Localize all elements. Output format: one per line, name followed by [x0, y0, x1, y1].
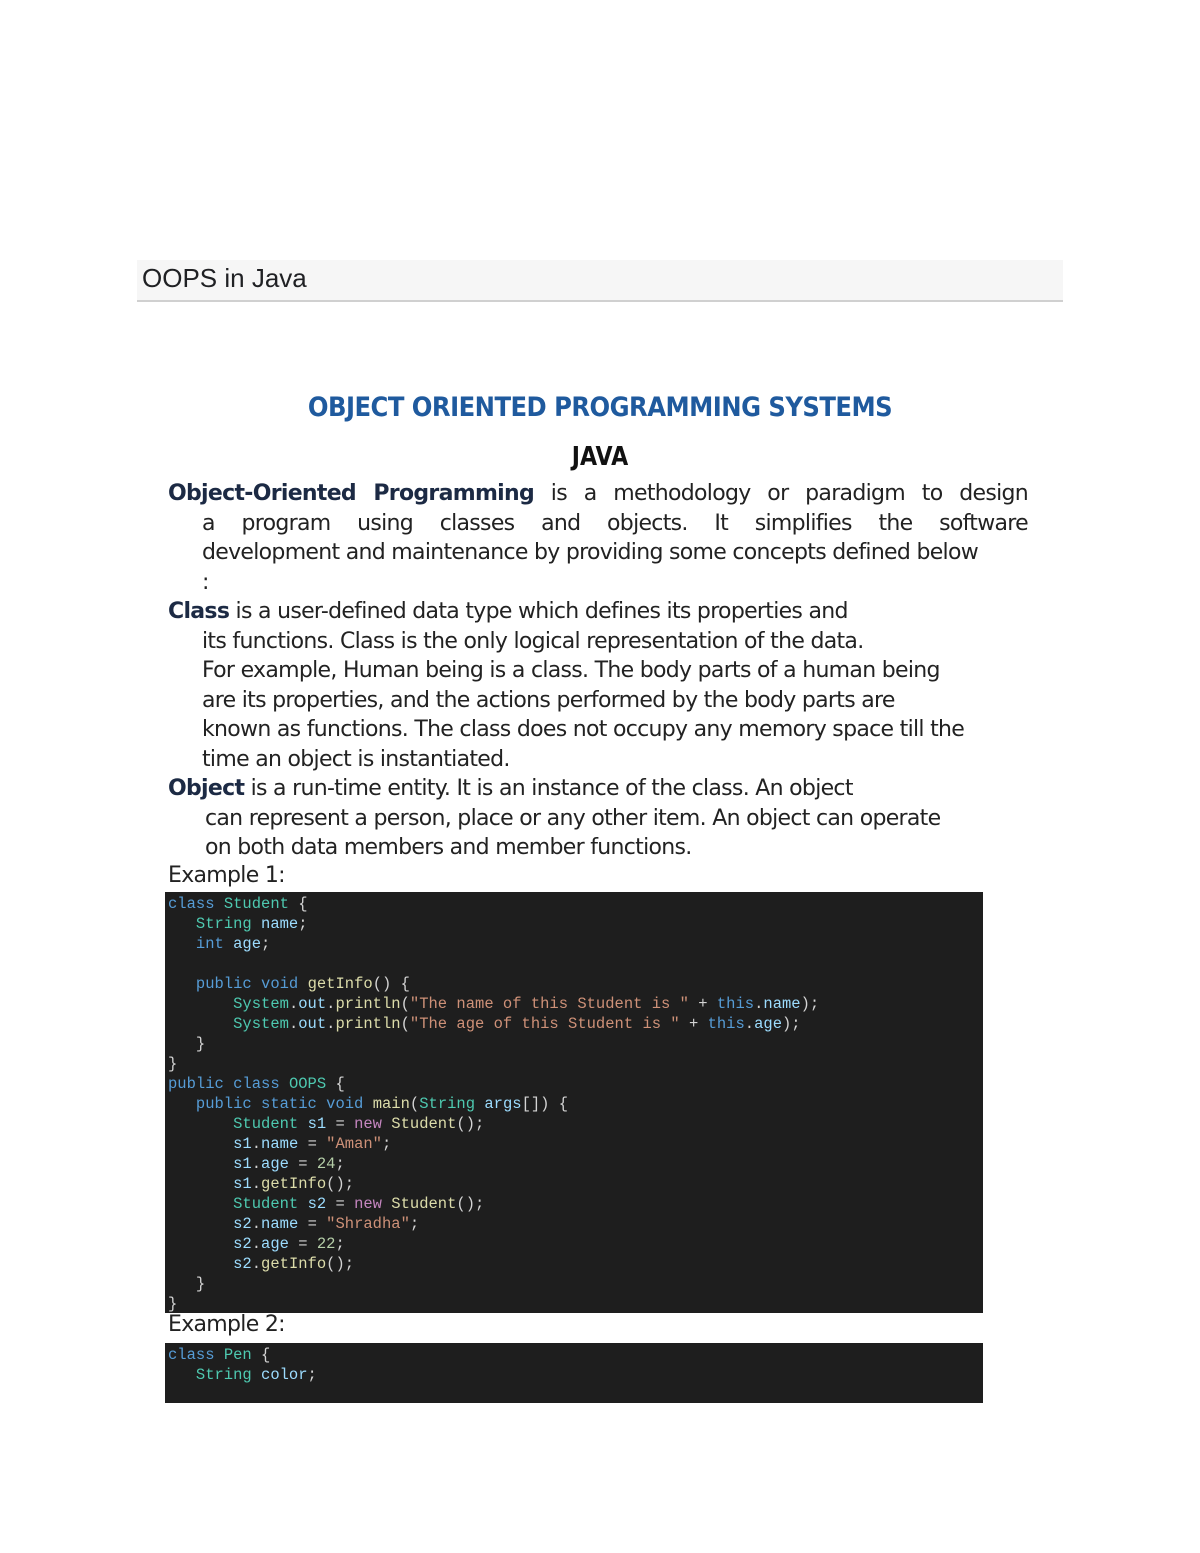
code-token: . — [251, 1235, 262, 1253]
code-token: System — [233, 995, 289, 1013]
code-token: ; — [381, 1135, 392, 1153]
code-token: getInfo — [261, 1175, 327, 1193]
code-token: (); — [456, 1195, 485, 1213]
code-line — [168, 914, 983, 934]
code-token: ( — [400, 1015, 410, 1033]
code-token: public — [168, 1075, 224, 1093]
class-line-6: time an object is instantiated. — [202, 746, 510, 772]
code-token — [382, 1115, 391, 1133]
code-token — [224, 1075, 233, 1093]
class-line-5: known as functions. The class does not occupy any memory space till the — [202, 717, 965, 742]
code-token: 24 — [316, 1155, 336, 1173]
code-token — [168, 915, 196, 933]
code-line — [168, 954, 983, 974]
code-token: getInfo — [261, 1255, 327, 1273]
code-token: color — [261, 1366, 308, 1384]
code-token: (); — [326, 1175, 355, 1193]
code-token — [168, 1215, 233, 1233]
code-token: age — [261, 1155, 289, 1173]
code-token: Student — [233, 1115, 299, 1133]
code-token: ; — [409, 1215, 420, 1233]
document-title: OBJECT ORIENTED PROGRAMMING SYSTEMS — [307, 392, 893, 423]
code-block-example-1 — [165, 892, 983, 1313]
code-token: []) { — [521, 1095, 569, 1113]
object-line-1 — [168, 774, 1028, 804]
code-token: . — [288, 995, 299, 1013]
code-token — [252, 975, 261, 993]
code-line — [168, 934, 983, 954]
document-subtitle: JAVA — [571, 442, 629, 472]
class-line-1 — [168, 597, 1028, 627]
code-token: static — [261, 1095, 317, 1113]
code-token: . — [326, 995, 336, 1013]
code-token: s2 — [233, 1215, 252, 1233]
code-token: . — [326, 1015, 336, 1033]
code-token: out — [298, 995, 327, 1013]
code-token: = — [288, 1235, 317, 1253]
code-token: public — [195, 975, 252, 993]
code-token — [168, 1155, 233, 1173]
class-line-1-text: is a user-defined data type which defines its properties and — [229, 599, 848, 624]
code-token — [382, 1195, 391, 1213]
oop-line-1-text: is a methodology or paradigm to design — [534, 481, 1029, 506]
code-token: s2 — [233, 1255, 252, 1273]
code-token — [252, 1095, 261, 1113]
code-line — [168, 1094, 983, 1114]
code-token — [317, 1095, 326, 1113]
code-token: void — [326, 1095, 364, 1113]
code-token: 22 — [316, 1235, 336, 1253]
code-token: this — [716, 995, 755, 1013]
code-token: ; — [298, 915, 308, 933]
code-token — [168, 1255, 233, 1273]
code-token: . — [251, 1175, 262, 1193]
object-line-1-text: is a run-time entity. It is an instance of the class. An object — [244, 776, 853, 801]
code-token: ; — [261, 935, 271, 953]
class-term: Class — [168, 599, 230, 624]
code-token: = — [298, 1215, 327, 1233]
code-token: s2 — [307, 1195, 327, 1213]
code-token — [168, 1195, 233, 1213]
code-token: s1 — [233, 1155, 252, 1173]
code-token: class — [233, 1075, 280, 1093]
code-token: { — [251, 1346, 271, 1364]
code-token: ; — [335, 1155, 345, 1173]
code-token: age — [233, 935, 262, 953]
code-token — [168, 1366, 196, 1384]
code-line — [168, 1214, 983, 1234]
code-token: public — [195, 1095, 252, 1113]
code-token: class — [168, 895, 215, 913]
code-token: { — [326, 1075, 345, 1093]
code-token: . — [251, 1255, 262, 1273]
code-line — [168, 1365, 983, 1385]
code-token: name — [261, 1215, 299, 1233]
class-paragraph — [168, 597, 1028, 774]
code-line — [168, 1114, 983, 1134]
code-token: new — [354, 1195, 382, 1213]
code-token: } — [168, 1055, 178, 1073]
oop-term: Object-Oriented Programming — [168, 481, 535, 506]
code-token — [168, 1235, 233, 1253]
code-line — [168, 1345, 983, 1365]
code-token: = — [326, 1115, 355, 1133]
code-token: . — [754, 995, 764, 1013]
code-token — [224, 935, 233, 953]
code-token: = — [288, 1155, 317, 1173]
code-line — [168, 1294, 983, 1313]
code-token: name — [763, 995, 801, 1013]
code-token — [215, 895, 224, 913]
object-paragraph — [168, 774, 1028, 863]
oop-paragraph — [168, 479, 1028, 597]
code-token: String — [195, 915, 252, 933]
code-token — [215, 1346, 224, 1364]
code-token: "The name of this Student is " — [409, 995, 689, 1013]
code-token: + — [679, 1015, 708, 1033]
code-token — [168, 1115, 233, 1133]
code-token — [252, 1366, 261, 1384]
code-line — [168, 894, 983, 914]
code-token — [168, 1135, 233, 1153]
code-token: s1 — [233, 1135, 252, 1153]
code-token: void — [261, 975, 299, 993]
code-token: ); — [782, 1015, 801, 1033]
example-1-label: Example 1: — [168, 863, 285, 888]
code-token: . — [288, 1015, 299, 1033]
code-token: String — [419, 1095, 476, 1113]
code-token: = — [298, 1135, 327, 1153]
code-line — [168, 1234, 983, 1254]
header-title: OOPS in Java — [142, 263, 307, 293]
code-token: s2 — [233, 1235, 252, 1253]
code-token: } — [168, 1295, 178, 1313]
code-line — [168, 1014, 983, 1034]
code-token: OOPS — [288, 1075, 327, 1093]
oop-line-4: : — [202, 569, 209, 595]
code-token — [363, 1095, 372, 1113]
oop-line-1 — [168, 479, 1028, 509]
code-token: args — [484, 1095, 522, 1113]
code-token — [168, 1015, 233, 1033]
code-token — [168, 1095, 196, 1113]
code-token: + — [688, 995, 717, 1013]
code-token: getInfo — [307, 975, 373, 993]
code-token: s1 — [233, 1175, 252, 1193]
code-line — [168, 1194, 983, 1214]
code-token: System — [233, 1015, 289, 1033]
code-token: ; — [307, 1366, 317, 1384]
code-line — [168, 1134, 983, 1154]
code-token: Student — [391, 1115, 457, 1133]
oop-line-2: a program using classes and objects. It simplifies the software — [202, 510, 1028, 536]
code-token: (); — [456, 1115, 485, 1133]
code-line — [168, 1154, 983, 1174]
code-token: . — [744, 1015, 755, 1033]
code-token: Pen — [223, 1346, 252, 1364]
code-line — [168, 1174, 983, 1194]
code-token: age — [261, 1235, 289, 1253]
code-token: main — [372, 1095, 410, 1113]
code-token: . — [251, 1135, 262, 1153]
code-token: () { — [372, 975, 410, 993]
code-token: Student — [223, 895, 289, 913]
class-line-2: its functions. Class is the only logical representation of the data. — [202, 628, 864, 654]
code-token: ; — [335, 1235, 345, 1253]
code-token: = — [326, 1195, 355, 1213]
code-token — [168, 935, 196, 953]
code-token — [168, 975, 196, 993]
oop-line-3: development and maintenance by providing some concepts defined below — [202, 540, 979, 565]
code-token — [168, 1175, 233, 1193]
code-token: "The age of this Student is " — [409, 1015, 680, 1033]
code-line — [168, 1054, 983, 1074]
class-line-3: For example, Human being is a class. The body parts of a human being — [202, 658, 940, 683]
code-block-example-2 — [165, 1343, 983, 1403]
code-token: age — [754, 1015, 782, 1033]
code-line — [168, 1074, 983, 1094]
code-token — [168, 995, 233, 1013]
code-token: } — [168, 1275, 206, 1293]
code-token — [475, 1095, 484, 1113]
code-token: s1 — [307, 1115, 327, 1133]
code-token: ); — [800, 995, 820, 1013]
code-token: out — [298, 1015, 327, 1033]
code-line — [168, 974, 983, 994]
code-token — [298, 1115, 307, 1133]
page-header — [137, 260, 1063, 302]
code-token — [280, 1075, 289, 1093]
code-token: "Aman" — [326, 1135, 382, 1153]
code-token: name — [261, 1135, 299, 1153]
object-term: Object — [168, 776, 245, 801]
code-token: . — [251, 1215, 262, 1233]
code-line — [168, 1274, 983, 1294]
code-token: } — [168, 1035, 206, 1053]
code-token: int — [195, 935, 224, 953]
code-line — [168, 1034, 983, 1054]
code-token: name — [261, 915, 299, 933]
example-2-label: Example 2: — [168, 1312, 285, 1337]
code-token — [298, 975, 307, 993]
code-token: println — [335, 1015, 401, 1033]
code-token: . — [251, 1155, 262, 1173]
code-line — [168, 1254, 983, 1274]
object-line-3: on both data members and member functions. — [205, 835, 692, 860]
code-token — [252, 915, 261, 933]
code-token: (); — [326, 1255, 355, 1273]
code-token: ( — [409, 1095, 420, 1113]
code-token: Student — [233, 1195, 299, 1213]
code-token: String — [195, 1366, 252, 1384]
code-token: ( — [400, 995, 410, 1013]
code-token: this — [707, 1015, 745, 1033]
code-token: class — [168, 1346, 215, 1364]
code-token: Student — [391, 1195, 457, 1213]
code-token — [298, 1195, 307, 1213]
code-token: new — [354, 1115, 382, 1133]
code-token: { — [288, 895, 308, 913]
object-line-2: can represent a person, place or any other item. An object can operate — [205, 805, 941, 831]
code-token: println — [335, 995, 401, 1013]
code-token: "Shradha" — [326, 1215, 410, 1233]
class-line-4: are its properties, and the actions performed by the body parts are — [202, 687, 895, 713]
code-line — [168, 994, 983, 1014]
